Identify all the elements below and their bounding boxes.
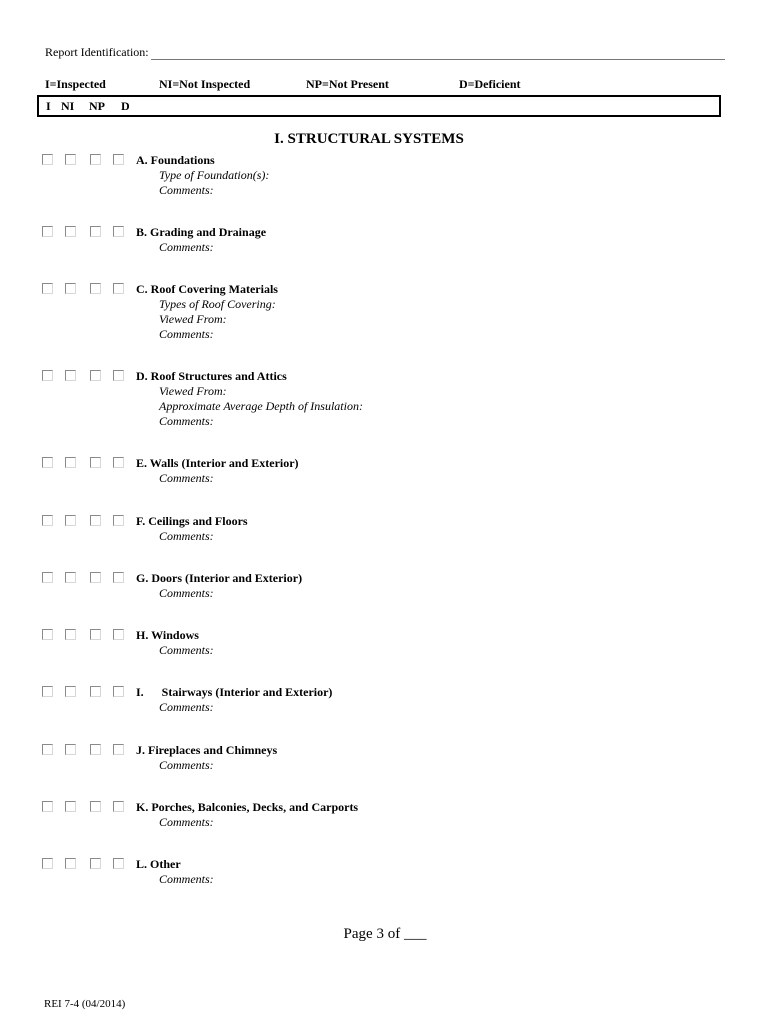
item-fields	[159, 384, 363, 429]
checkbox-not-inspected[interactable]	[65, 370, 76, 381]
column-header-ni: NI	[61, 99, 75, 113]
checkbox-deficient[interactable]	[113, 457, 124, 468]
checkbox-not-inspected[interactable]	[65, 744, 76, 755]
field-label: Comments:	[159, 529, 214, 543]
checkbox-deficient[interactable]	[113, 686, 124, 697]
checkbox-not-inspected[interactable]	[65, 457, 76, 468]
legend-not-present: NP=Not Present	[306, 77, 389, 91]
item-fields	[159, 529, 214, 544]
item-title: A. Foundations	[136, 153, 215, 167]
checkbox-not-present[interactable]	[90, 572, 101, 583]
checkbox-deficient[interactable]	[113, 515, 124, 526]
checkbox-not-present[interactable]	[90, 629, 101, 640]
field-label: Comments:	[159, 815, 214, 829]
legend-inspected: I=Inspected	[45, 77, 106, 91]
field-label: Comments:	[159, 872, 214, 886]
checkbox-deficient[interactable]	[113, 801, 124, 812]
checkbox-deficient[interactable]	[113, 629, 124, 640]
checkbox-inspected[interactable]	[42, 801, 53, 812]
item-title: H. Windows	[136, 628, 199, 642]
field-label: Comments:	[159, 700, 214, 714]
field-label: Comments:	[159, 471, 214, 485]
field-label: Approximate Average Depth of Insulation:	[159, 399, 363, 413]
item-fields	[159, 297, 276, 342]
item-fields	[159, 700, 214, 715]
field-label: Comments:	[159, 414, 214, 428]
item-fields	[159, 240, 214, 255]
item-title: I. Stairways (Interior and Exterior)	[136, 685, 333, 699]
checkbox-not-present[interactable]	[90, 154, 101, 165]
column-header-i: I	[46, 99, 51, 113]
checkbox-not-inspected[interactable]	[65, 154, 76, 165]
checkbox-deficient[interactable]	[113, 858, 124, 869]
checkbox-not-inspected[interactable]	[65, 515, 76, 526]
item-fields	[159, 168, 269, 198]
checkbox-deficient[interactable]	[113, 744, 124, 755]
section-title: I. STRUCTURAL SYSTEMS	[274, 131, 464, 147]
item-fields	[159, 872, 214, 887]
item-title: L. Other	[136, 857, 181, 871]
checkbox-inspected[interactable]	[42, 226, 53, 237]
checkbox-not-inspected[interactable]	[65, 572, 76, 583]
field-label: Comments:	[159, 758, 214, 772]
checkbox-not-present[interactable]	[90, 686, 101, 697]
report-identification-label: Report Identification:	[45, 45, 149, 59]
item-title: D. Roof Structures and Attics	[136, 369, 287, 383]
field-label: Viewed From:	[159, 312, 227, 326]
checkbox-not-inspected[interactable]	[65, 858, 76, 869]
item-fields	[159, 758, 214, 773]
checkbox-deficient[interactable]	[113, 283, 124, 294]
field-label: Comments:	[159, 643, 214, 657]
checkbox-inspected[interactable]	[42, 858, 53, 869]
field-label: Comments:	[159, 183, 214, 197]
item-title: G. Doors (Interior and Exterior)	[136, 571, 303, 585]
checkbox-not-present[interactable]	[90, 370, 101, 381]
checkbox-inspected[interactable]	[42, 686, 53, 697]
item-title: C. Roof Covering Materials	[136, 282, 278, 296]
checkbox-inspected[interactable]	[42, 370, 53, 381]
field-label: Viewed From:	[159, 384, 227, 398]
checkbox-not-inspected[interactable]	[65, 801, 76, 812]
checkbox-inspected[interactable]	[42, 283, 53, 294]
checkbox-not-inspected[interactable]	[65, 629, 76, 640]
item-fields	[159, 586, 214, 601]
legend-deficient: D=Deficient	[459, 77, 521, 91]
checkbox-deficient[interactable]	[113, 226, 124, 237]
checkbox-not-present[interactable]	[90, 858, 101, 869]
item-fields	[159, 471, 214, 486]
checkbox-not-present[interactable]	[90, 744, 101, 755]
checkbox-not-present[interactable]	[90, 226, 101, 237]
checkbox-not-present[interactable]	[90, 283, 101, 294]
checkbox-deficient[interactable]	[113, 572, 124, 583]
item-title: F. Ceilings and Floors	[136, 514, 248, 528]
field-label: Comments:	[159, 327, 214, 341]
column-header-box	[37, 95, 721, 117]
page-number: Page 3 of ___	[343, 926, 427, 942]
column-header-d: D	[121, 99, 130, 113]
field-label: Types of Roof Covering:	[159, 297, 276, 311]
item-title: K. Porches, Balconies, Decks, and Carports	[136, 800, 359, 814]
field-label: Comments:	[159, 240, 214, 254]
checkbox-not-present[interactable]	[90, 515, 101, 526]
checkbox-inspected[interactable]	[42, 572, 53, 583]
checkbox-not-present[interactable]	[90, 457, 101, 468]
item-title: B. Grading and Drainage	[136, 225, 267, 239]
item-fields	[159, 815, 214, 830]
checkbox-inspected[interactable]	[42, 515, 53, 526]
checkbox-deficient[interactable]	[113, 370, 124, 381]
report-identification	[45, 45, 725, 60]
checkbox-inspected[interactable]	[42, 744, 53, 755]
checkbox-deficient[interactable]	[113, 154, 124, 165]
item-title: E. Walls (Interior and Exterior)	[136, 456, 299, 470]
column-header-np: NP	[89, 99, 105, 113]
item-title: J. Fireplaces and Chimneys	[136, 743, 278, 757]
legend-not-inspected: NI=Not Inspected	[159, 77, 251, 91]
field-label: Type of Foundation(s):	[159, 168, 270, 182]
form-id: REI 7-4 (04/2014)	[44, 998, 126, 1010]
checkbox-inspected[interactable]	[42, 629, 53, 640]
report-identification-field[interactable]	[151, 46, 725, 60]
checkbox-inspected[interactable]	[42, 457, 53, 468]
checkbox-inspected[interactable]	[42, 154, 53, 165]
checkbox-not-inspected[interactable]	[65, 283, 76, 294]
field-label: Comments:	[159, 586, 214, 600]
checkbox-not-inspected[interactable]	[65, 226, 76, 237]
checkbox-not-inspected[interactable]	[65, 686, 76, 697]
checkbox-not-present[interactable]	[90, 801, 101, 812]
item-fields	[159, 643, 214, 658]
